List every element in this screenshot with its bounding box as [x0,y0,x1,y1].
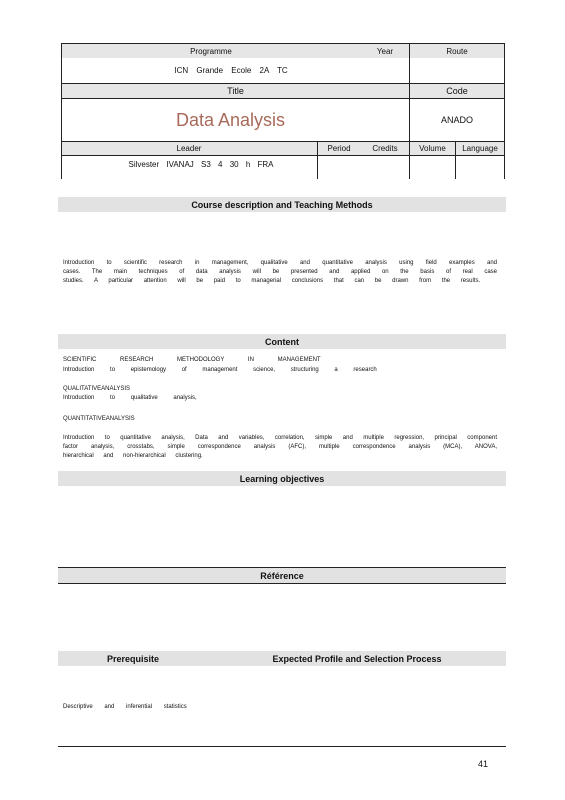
period-label: Period [327,144,351,153]
title-label: Title [227,86,244,96]
programme-label: Programme [190,46,232,56]
route-label: Route [446,46,468,56]
reference-heading: Référence [58,568,506,583]
language-label: Language [462,144,498,153]
course-header-table [61,43,505,179]
content-quantitative-text: Introduction to quantitative analysis, Data and variables, correlation, simple and multiple regression, principal component factor analysis, crosstabs, simple correspondence analysis (AFC), multiple correspondence analysis (MCA), ANOVA, hierarchical and non-hierarchical clustering. [63,435,497,459]
content-epistemology: Introduction to epistemology of management science, structuring a research [63,367,377,373]
expected-profile-heading: Expected Profile and Selection Process [272,653,442,664]
credits-label: Credits [372,144,398,153]
programme-value: ICN Grande Ecole 2A TC [174,65,288,75]
year-label: Year [376,46,394,56]
code-label: Code [446,86,468,96]
page-number: 41 [478,759,489,769]
content-quantitative-title: QUANTITATIVEANALYSIS [63,416,135,422]
content-qualitative-text: Introduction to qualitative analysis, [63,395,197,401]
content-heading: Content [58,334,506,349]
leader-value: Silvester IVANAJ S3 4 30 h FRA [128,159,274,169]
prerequisite-text: Descriptive and inferential statistics [63,704,187,710]
volume-label: Volume [419,144,446,153]
prerequisite-heading: Prerequisite [106,653,160,664]
course-title: Data Analysis [175,109,286,130]
course-description-text: Introduction to scientific research in management, qualitative and quantitative analysis using field examples and cases. The main techniques of data analysis will be presented and applied on the basis of real case studies. A particular attention will be paid to managerial conclusions that can be drawn from the results. [63,260,497,284]
content-methodology: SCIENTIFIC RESEARCH METHODOLOGY IN MANAGEMENT [63,357,321,363]
course-description-heading: Course description and Teaching Methods [58,197,506,212]
course-code: ANADO [440,115,473,125]
content-qualitative-title: QUALITATIVEANALYSIS [63,386,131,392]
leader-label: Leader [176,144,202,153]
learning-objectives-heading: Learning objectives [58,471,506,486]
